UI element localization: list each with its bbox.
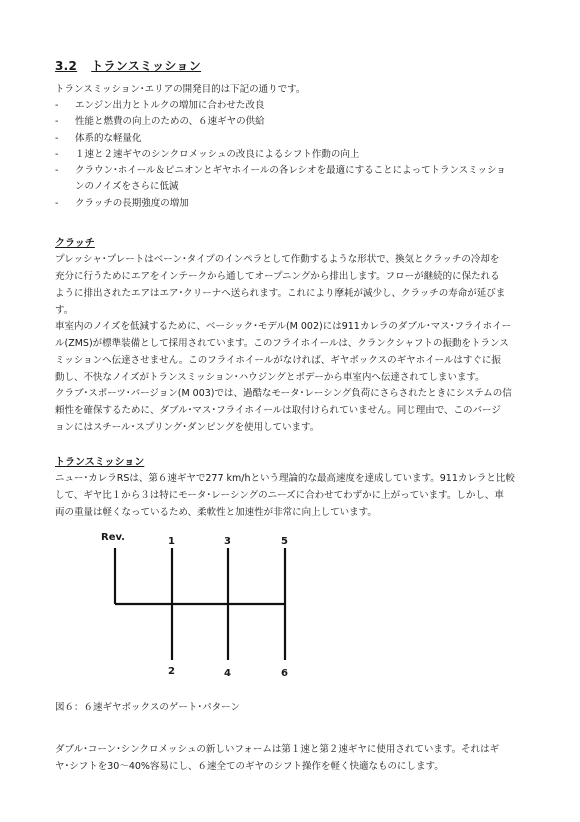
section-title-text: トランスミッション	[91, 59, 202, 73]
list-item: - クラッチの長期強度の増加	[55, 197, 189, 209]
gear-label-5: 5	[281, 536, 288, 547]
list-item: - エンジン出力とトルクの増加に合わせた改良	[55, 100, 265, 111]
transmission-heading: トランスミッション	[55, 457, 145, 468]
gear-label-4: 4	[224, 668, 231, 679]
list-item: - 体系的な軽量化	[55, 132, 142, 144]
list-item: - 性能と燃費の向上のための、６速ギヤの供給	[55, 116, 265, 128]
gate-lines	[115, 548, 285, 660]
list-item: - クラウン･ホイール＆ピニオンとギヤホイールの各レシオを最適にすることによってトランスミッショ	[55, 165, 506, 177]
intro-text: トランスミッション･エリアの開発目的は下記の通りです。	[55, 84, 306, 95]
gear-gate-diagram	[95, 528, 310, 688]
list-item-continuation: ンのノイズをさらに低減	[75, 181, 179, 193]
gear-label-6: 6	[281, 668, 288, 679]
section-title	[55, 57, 201, 74]
gear-label-2: 2	[168, 666, 175, 677]
gear-label-rev: Rev.	[101, 532, 125, 543]
figure-caption: 図６：６速ギヤボックスのゲート･パターン	[55, 702, 240, 713]
clutch-paragraph-1: プレッシャ･プレートはベーン･タイプのインペラとして作動するような形状で、換気とクラッチの冷却を 充分に行うためにエアをインテークから通してオープニングから排出します。フローが継続的に保たれる ように排出されたエアはエア･クリーナへ送られます。これにより摩耗が減少し、クラッチの寿命が延びま す。	[55, 254, 506, 316]
clutch-paragraph-3: クラブ･スポーツ･バージョン(M 003)では、過酷なモータ･レーシング負荷にさらされたときにシステムの信 頼性を確保するために、ダブル･マス･フライホイールは取付けられていません。同じ理由で、このバージ ョンにはスチール･スプリング･ダンピングを使用しています。	[55, 388, 512, 433]
clutch-heading: クラッチ	[55, 238, 95, 249]
synchro-paragraph: ダブル･コーン･シンクロメッシュの新しいフォームは第１速と第２速ギヤに使用されています。それはギ ヤ･シフトを30～40%容易にし、６速全てのギヤのシフト操作を軽く快適なものにします。	[55, 744, 500, 772]
transmission-paragraph: ニュー･カレラRSは、第６速ギヤで277 km/hという理論的な最高速度を達成しています。911カレラと比較 して、ギヤ比１から３は特にモータ･レーシングのニーズに合わせてわずかに上がっています。しかし、車 両の重量は軽くなっているため、柔軟性と加速性が非常に向上しています。	[55, 473, 515, 518]
objectives-list	[55, 98, 506, 212]
section-number: 3.2	[55, 59, 78, 73]
clutch-paragraph-2: 車室内のノイズを低減するために、ベーシック･モデル(M 002)には911カレラのダブル･マス･フライホイー ル(ZMS)が標準装備として採用されています。このフライホイールは、クランクシャフトの振動をトランス ミッションへ伝達させません。このフライホイールがなければ、ギヤボックスのギヤホイールはすぐに振 動し、不快なノイズがトランスミッション･ハウジングとボデーから車室内へ伝達されてしまいます。	[55, 321, 512, 383]
gear-label-3: 3	[224, 536, 231, 547]
list-item: - １速と２速ギヤのシンクロメッシュの改良によるシフト作動の向上	[55, 148, 360, 160]
gear-label-1: 1	[168, 536, 175, 547]
